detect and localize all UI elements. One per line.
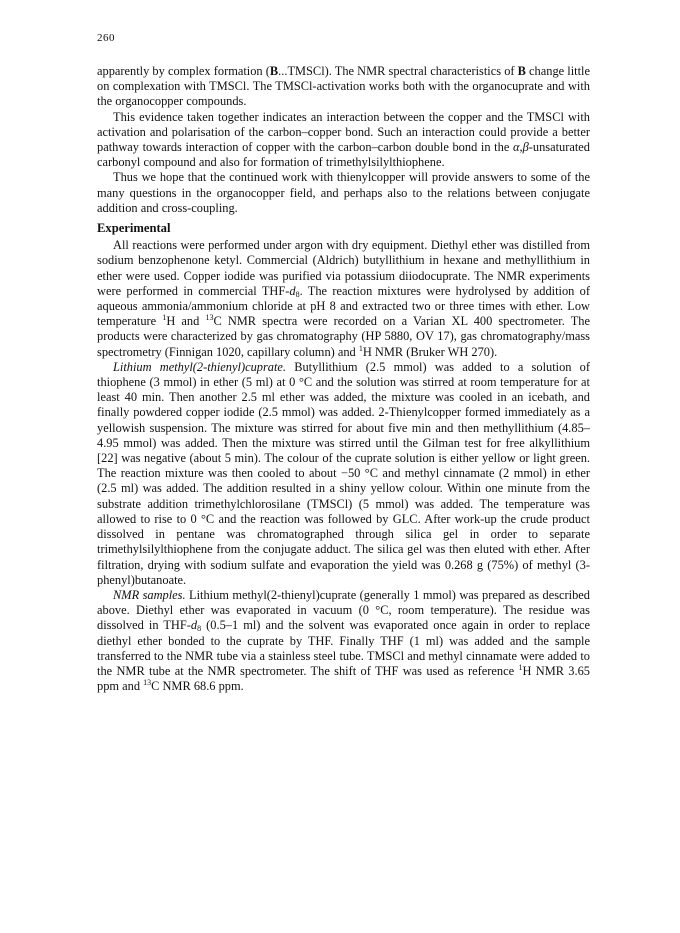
text-run: All reactions were performed under argon with dry equipment. Diethyl ether was distilled from sodium benzophenone ketyl. Commercial (Aldrich) butyllithium in hexane and methyllithium in ether were used. Copper iodide was purified via potassium diiodocuprate. The NMR experiments were performed in commercial THF- — [97, 238, 590, 298]
subscript: 8 — [197, 624, 202, 634]
compound-label: B — [517, 64, 526, 78]
text-run: C NMR spectra were recorded on a Varian XL 400 spectrometer. The products were characterized by gas chromatography (HP 5880, OV 17), gas chromatography/mass spectrometry (Finnigan 1020, capillary column) and — [97, 314, 591, 359]
body-text — [97, 64, 590, 694]
paragraph-conclusion: Thus we hope that the continued work with thienylcopper will provide answers to some of the many questions in the organocopper field, and perhaps also to the relations between conjugate addition and cross-coupling. — [97, 170, 590, 215]
paragraph-general-methods — [97, 238, 590, 360]
section-heading-experimental: Experimental — [97, 221, 171, 236]
page-number: 260 — [97, 32, 115, 44]
text-run: . The reaction mixtures were hydrolysed by addition of aqueous ammonia/ammonium chloride at pH 8 and extracted two or three times with ether. Low temperature — [97, 283, 591, 329]
text-run: H and — [166, 314, 206, 329]
paragraph-nmr-samples — [97, 588, 590, 694]
paragraph-complex-formation — [97, 64, 590, 110]
run-in-heading: Lithium methyl(2-thienyl)cuprate. — [113, 359, 287, 374]
paragraph-interaction-evidence — [97, 110, 590, 171]
text-run: ...TMSCl). The NMR spectral characteristics of — [278, 64, 518, 78]
greek-symbols: α,β — [512, 140, 529, 155]
deuterium-symbol: d — [190, 618, 198, 633]
run-in-heading: NMR samples. — [113, 587, 186, 602]
text-run: H NMR 3.65 ppm and — [97, 663, 590, 694]
text-run: This evidence taken together indicates an interaction between the copper and the TMSCl with activation and polarisation of the carbon–copper bond. Such an interaction could provide a better pathway towards interaction of copper with the carbon–carbon double bond in the — [97, 109, 590, 155]
compound-label: B — [269, 64, 279, 78]
superscript: 1 — [162, 313, 167, 323]
superscript: 13 — [143, 678, 152, 688]
text-run: (0.5–1 ml) and the solvent was evaporated once again in order to replace diethyl ether bonded to the cuprate by THF. Finally THF (1 ml) was added and the sample transferred to the NMR tube via a stainless steel tube. TMSCl and methyl cinnamate were added to the NMR tube at the NMR spectrometer. The shift of THF was used as reference — [97, 618, 590, 678]
text-run: change little on complexation with TMSCl. The TMSCl-activation works both with the organocuprate and with the organocopper compounds. — [97, 64, 590, 109]
superscript: 13 — [205, 313, 214, 323]
text-run: Butyllithium (2.5 mmol) was added to a solution of thiophene (3 mmol) in ether (5 ml) at 0 °C and the solution was stirred at room temperature for at least 40 min. Then another 2.5 ml ether was added, the mixture was cooled in an icebath, and finally powdered copper iodide (2.5 mmol) was added. 2-Thienylcopper formed immediately as a yellowish suspension. The mixture was stirred for about five min and then methyllithium (4.85–4.95 mmol) was added. Then the mixture was stirred until the Gilman test for free alkyllithium [22] was negative (about 5 min). The colour of the cuprate solution is either yellow or light green. The reaction mixture was then cooled to about −50 °C and methyl cinnamate (2 mmol) in ether (2.5 ml) was added. The addition resulted in a shiny yellow colour. Within one minute from the substrate addition trimethylchlorosilane (TMSCl) (5 mmol) was added. The temperature was allowed to rise to 0 °C and the reaction was followed by GLC. After work-up the crude product dissolved in pentane was chromatographed through silica gel in order to separate trimethylsilylthiophene from the conjugate adduct. The silica gel was then eluted with ether. After filtration, drying with sodium sulfate and evaporation the yield was 0.268 g (75%) of methyl (3-phenyl)butanoate. — [97, 359, 591, 587]
text-run: Lithium methyl(2-thienyl)cuprate (generally 1 mmol) was prepared as described above. Diethyl ether was evaporated in vacuum (0 °C, room temperature). The residue was dissolved in THF- — [97, 587, 590, 633]
text-run: -unsaturated carbonyl compound and also for formation of trimethylsilylthiophene. — [97, 140, 590, 170]
text-run: C NMR 68.6 ppm. — [151, 679, 244, 694]
superscript: 1 — [358, 343, 363, 353]
superscript: 1 — [518, 662, 523, 672]
text-run: apparently by complex formation ( — [97, 64, 270, 78]
deuterium-symbol: d — [289, 283, 296, 298]
subscript: 8 — [295, 289, 300, 299]
paragraph-cuprate-preparation — [97, 360, 590, 588]
text-run: H NMR (Bruker WH 270). — [362, 344, 498, 359]
